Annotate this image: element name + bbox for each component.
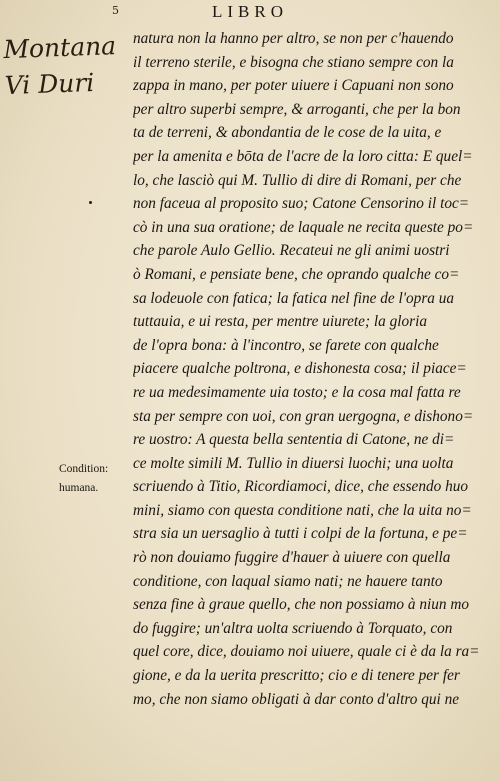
text-line: quel core, dice, douiamo noi uiuere, quale ci è da la ra= [133,643,480,661]
text-line: lo, che lasciò qui M. Tullio di dire di Romani, per che [133,171,462,189]
text-line: do fuggire; un'altra uolta scriuendo à Torquato, con [133,619,453,637]
text-line: il terreno sterile, e bisogna che stiano sempre con la [133,53,454,71]
text-line: rò non douiamo fuggire d'hauer à uiuere con quella [133,549,451,567]
marginal-note-line: Condition: [59,463,109,475]
text-line: re ua medesimamente uia tosto; e la cosa mal fatta re [133,383,461,401]
text-line: tuttauia, e ui resta, per mentre uiurete; la gloria [133,313,428,331]
text-line: non faceua al proposito suo; Catone Censorino il toc= [133,195,470,213]
text-line: piacere qualche poltrona, e dishonesta cosa; il piace= [133,360,467,378]
text-line: per la amenita e bōta de l'acre de la loro citta: E quel= [133,147,473,165]
text-line: che parole Aulo Gellio. Recateui ne gli animi uostri [133,242,450,260]
text-line: ce molte simili M. Tullio in diuersi luochi; una uolta [133,454,454,472]
text-line: zappa in mano, per poter uiuere i Capuani non sono [133,77,454,95]
folio-mark: 5 [112,4,120,17]
text-line: cò in una sua oratione; de laquale ne recita queste po= [133,218,474,236]
text-line: sta per sempre con uoi, con gran uergogna, e dishono= [133,407,474,425]
text-line: mo, che non siamo obligati à dar conto d'altro qui ne [133,690,460,708]
handwritten-line: Vi Duri [4,67,95,101]
text-line: scriuendo à Titio, Ricordiamoci, dice, che essendo huo [133,478,469,496]
text-line: conditione, con laqual siamo nati; ne hauere tanto [133,572,443,590]
text-line: stra sia un uersaglio à tutti i colpi de la fortuna, e pe= [133,525,468,543]
text-line: senza fine à graue quello, che non possiamo à niun mo [133,596,470,614]
ink-dot [89,201,92,204]
body-text [133,27,490,711]
text-line: per altro superbi sempre, & arroganti, che per la bon [133,100,461,118]
marginal-note-line: humana. [59,482,99,494]
running-head: LIBRO [212,2,288,21]
text-line: gione, e da la uerita prescritto; cio e di tenere per fer [133,667,460,685]
text-line: ò Romani, e pensiate bene, che oprando qualche co= [133,265,460,283]
text-line: mini, siamo con questa conditione nati, che la uita no= [133,501,472,519]
handwritten-line: Montana [2,31,117,65]
text-line: natura non la hanno per altro, se non per c'hauendo [133,30,454,47]
text-line: ta de terreni, & abondantia de le cose de la uita, e [133,124,442,142]
handwritten-annotation [3,28,125,104]
text-line: de l'opra bona: à l'incontro, se farete con qualche [133,336,439,354]
text-line: sa lodeuole con fatica; la fatica nel fine de l'opra ua [133,289,455,307]
marginal-note [59,460,134,498]
text-line: re uostro: A questa bella sententia di Catone, ne di= [133,431,455,449]
